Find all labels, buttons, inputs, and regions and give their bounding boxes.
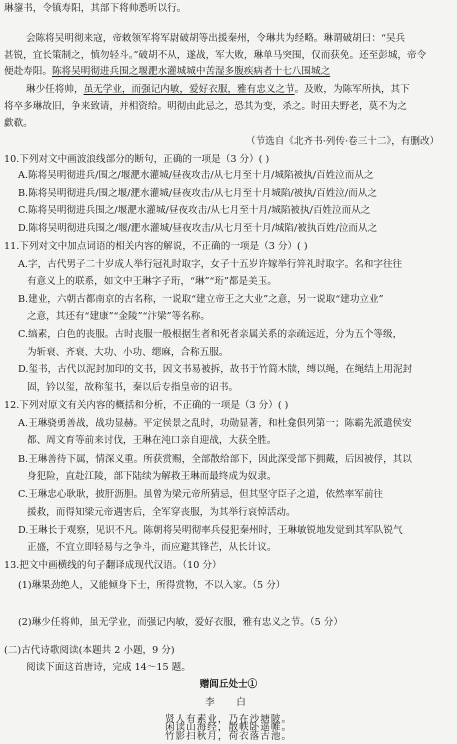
text-line: [0, 221, 457, 236]
line-text: 都、周文育等前来讨伐，王琳在沌口亲自迎战，大获全胜。: [27, 435, 277, 446]
text-line: [0, 239, 457, 254]
line-text: A.王琳骁勇善战，战功显赫。平定侯景之乱时，功勋显著，和杜龛俱列第一；陈霸先派遣侯安: [18, 418, 412, 429]
underlined-sentence: 虽无学业，而强记内敏，爱好衣服，雅有忠义之节: [83, 84, 295, 95]
line-text: (1)琳果劲绝人，又能倾身下士，所得赏物，不以入家。（5 分）: [18, 580, 286, 591]
text-line: [0, 327, 457, 342]
line-text: 13.把文中画横线的句子翻译成现代汉语。（10 分）: [4, 560, 222, 571]
text-line: [0, 720, 457, 735]
line-text: 贤人有素业，乃在沙塘陂。: [164, 714, 293, 725]
text-line: [0, 398, 457, 413]
line-text: 便赴寿阳。: [4, 66, 52, 77]
line-text: 正盛，不宜立即轻易与之争斗，而应避其锋芒，从长计议。: [27, 542, 277, 553]
text-line: [0, 134, 457, 149]
line-text: C.陈将吴明彻进兵围之/堰淝水灌城/昼夜攻击/从七月至十月/城陷被执/百姓泣而从之: [18, 205, 371, 216]
text-line: [0, 345, 457, 360]
line-text: 甚锐，宜长策制之，慎勿轻斗。”破胡不从，遂战，军大败，琳单马突围，仅而获免。还至彭城，帝令: [4, 50, 427, 61]
text-line: [0, 152, 457, 167]
line-text: D.王琳长于观察，见识不凡。陈朝将吴明彻率兵侵犯秦州时，王琳敏锐地发觉到其军队锐气: [18, 525, 403, 536]
text-line: [0, 523, 457, 538]
line-text: 12.下列对原文有关内容的概括和分析，不正确的一项是（3 分）( ): [4, 400, 289, 411]
text-line: [0, 452, 457, 467]
line-text: D.玺书，古代以泥封加印的文书，因文书易被拆，故书于竹简木牍，缚以绳，在绳结上用泥封: [18, 364, 413, 375]
text-line: [0, 578, 457, 593]
text-line: [0, 380, 457, 395]
text-line: [0, 257, 457, 272]
line-text: 阅读下面这首唐诗，完成 14～15 题。: [26, 662, 191, 673]
line-text: A.字，古代男子二十岁成人举行冠礼时取字，女子十五岁许嫁举行笄礼时取字。名和字往往: [18, 259, 403, 270]
text-line: [0, 82, 457, 97]
line-text: 将卒多琳故旧，争来致请，并相资给。明彻由此忌之，恐其为变，杀之。时田夫野老，莫不为之: [4, 101, 407, 112]
line-text: 11.下列对文中加点词语的相关内容的解说，不正确的一项是（3 分）( ): [4, 241, 308, 252]
line-text: A.陈将吴明彻进兵/围之/堰淝水灌城/昼夜攻击/从七月至十月/城陷被执/百姓泣而从之: [18, 170, 374, 181]
text-line: [0, 48, 457, 63]
line-text: 李 白: [205, 697, 252, 708]
text-line: [0, 695, 457, 710]
text-line: [0, 168, 457, 183]
line-text: （节选自《北齐书·列传·卷三十二》，有删改）: [246, 136, 440, 147]
text-line: [0, 643, 457, 658]
line-text: 歔欷。: [4, 118, 33, 129]
text-line: [0, 505, 457, 520]
text-line: [0, 1, 457, 16]
text-line: [0, 416, 457, 431]
text-line: [0, 677, 457, 692]
text-line: [0, 64, 457, 79]
line-tail: 。及败，为陈军所执，其下: [294, 84, 410, 95]
text-line: [0, 99, 457, 114]
line-text: 琳鋆书，令镇寿阳，其部下将帅悉听以行。: [4, 3, 187, 14]
text-line: [0, 274, 457, 289]
text-line: [0, 31, 457, 46]
underlined-sentence: 陈将吴明彻进兵围之堰淝水灌城城中苦湿多腹疾病者十七八围城之: [51, 66, 331, 77]
line-text: B.陈将吴明彻进兵/围之堰/淝水灌城/昼夜攻击/从七月至十月城陷/被执/百姓泣/而从之: [18, 188, 377, 199]
line-text: 之意，其还有“建康”“金陵”“汴梁”等名称。: [27, 311, 210, 322]
line-text: 固，钤以玺，故称玺书，秦以后专指皇帝的诏书。: [27, 382, 239, 393]
line-text: B.王琳善待下属，情深义重。所获赏赐，全部散给部下，因此深受部下拥戴，后因被俘，其以: [18, 454, 412, 465]
line-text: 竹影扫秋月，荷衣落古池。: [164, 731, 293, 742]
line-text: 身犯险，直赴江陵，部下陆续为解救王琳而最终成为奴隶。: [27, 471, 277, 482]
text-line: [0, 309, 457, 324]
line-text: 为斩衰、齐衰、大功、小功、缌麻，合称五服。: [27, 347, 229, 358]
line-text: 10.下列对文中画波浪线部分的断句，正确的一项是（3 分）( ): [4, 154, 270, 165]
line-text: (2)琳少任将帅，虽无学业，而强记内敏，爱好衣服，雅有忠义之节。（5 分）: [18, 617, 343, 628]
text-line: [0, 487, 457, 502]
text-line: [0, 615, 457, 630]
text-line: [0, 362, 457, 377]
line-text: (二)古代诗歌阅读(本题共 2 小题，9 分): [4, 645, 175, 656]
text-line: [0, 540, 457, 555]
text-line: [0, 292, 457, 307]
line-text: C.缟素，白色的丧服。古时丧服一般根据生者和死者亲属关系的亲疏远近，分为五个等级，: [18, 329, 403, 340]
line-text: D.陈将吴明彻进兵围之/堰/淝水灌城/昼夜攻击/从七月至十月/城陷/被执百姓/泣而从之: [18, 223, 378, 234]
text-line: [0, 116, 457, 131]
text-line: [0, 186, 457, 201]
line-text: B.建业，六朝古都南京的古名称，一说取“建立帝王之大业”之意，另一说取“建功立业”: [18, 294, 384, 305]
line-text: 闲读山海经，散帙卧遥帷。: [164, 722, 293, 733]
text-line: [0, 558, 457, 573]
line-text: 会陈将吴明彻来寇，帝敕领军将军尉破胡等出援秦州，令琳共为经略。琳谓破胡曰：“吴兵: [26, 33, 406, 44]
text-line: [0, 203, 457, 218]
line-text: 援救，而得知梁元帝遇害后，全军穿丧服，为其举行哀悼活动。: [27, 507, 296, 518]
text-line: [0, 469, 457, 484]
text-line: [0, 433, 457, 448]
line-text: 赠闾丘处士①: [199, 679, 258, 690]
text-line: [0, 660, 457, 675]
line-text: 有意义上的联系，如文中王琳字子珩，“琳”“珩”都是美玉。: [27, 276, 277, 287]
line-text: C.王琳忠心耿耿，披肝沥胆。虽曾为梁元帝所猜忌，但其坚守臣子之道，依然率军前往: [18, 489, 384, 500]
line-text: 琳少任将帅，: [26, 84, 84, 95]
